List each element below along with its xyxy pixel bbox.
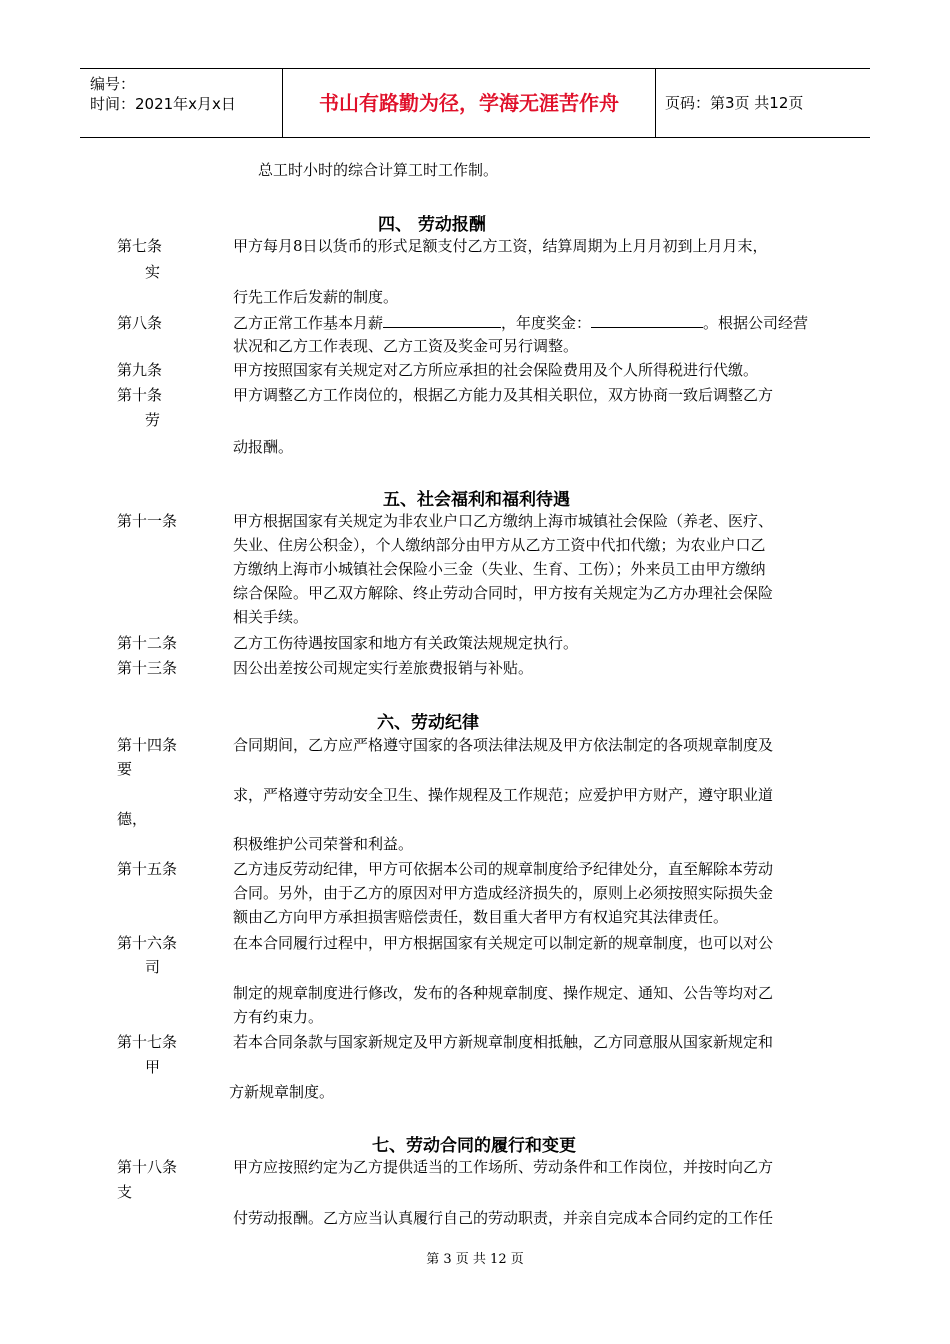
section-heading-5: 五、社会福利和福利待遇 [383, 490, 570, 510]
article-16-line-3: 方有约束力。 [233, 1008, 324, 1026]
article-17-fragment: 甲 [145, 1058, 161, 1076]
article-14-line-1: 合同期间，乙方应严格遵守国家的各项法律法规及甲方依法制定的各项规章制度及 [233, 736, 774, 754]
article-17-line-2: 方新规章制度。 [229, 1083, 335, 1101]
article-15-line-2: 合同。另外，由于乙方的原因对甲方造成经济损失的，原则上必须按照实际损失金 [233, 884, 774, 902]
article-9-line-1: 甲方按照国家有关规定对乙方所应承担的社会保险费用及个人所得税进行代缴。 [233, 361, 759, 379]
article-7-line-2: 行先工作后发薪的制度。 [233, 288, 399, 306]
article-13-label: 第十三条 [117, 659, 178, 677]
article-18-label: 第十八条 [117, 1158, 178, 1176]
article-8-part-2: ，年度奖金： [501, 314, 592, 332]
article-14-line-3: 积极维护公司荣誉和利益。 [233, 835, 414, 853]
article-16-line-2: 制定的规章制度进行修改，发布的各种规章制度、操作规定、通知、公告等均对乙 [233, 984, 774, 1002]
article-10-fragment: 劳 [145, 411, 161, 429]
article-14-fragment-2: 德， [117, 810, 148, 828]
article-12-label: 第十二条 [117, 634, 178, 652]
header-meta-cell [80, 69, 283, 137]
article-11-line-1: 甲方根据国家有关规定为非农业户口乙方缴纳上海市城镇社会保险（养老、医疗、 [233, 512, 774, 530]
document-header [80, 68, 870, 138]
article-18-fragment: 支 [117, 1183, 133, 1201]
article-7-label: 第七条 [117, 237, 163, 255]
article-18-line-1: 甲方应按照约定为乙方提供适当的工作场所、劳动条件和工作岗位，并按时向乙方 [233, 1158, 774, 1176]
header-page-info: 页码：第3页 共12页 [665, 94, 804, 112]
article-8-line-1 [233, 313, 808, 333]
article-9-label: 第九条 [117, 361, 163, 379]
article-16-fragment: 司 [145, 958, 161, 976]
header-motto: 书山有路勤为径，学海无涯苦作舟 [283, 69, 656, 137]
article-12-line-1: 乙方工伤待遇按国家和地方有关政策法规规定执行。 [233, 634, 579, 652]
article-10-line-2: 动报酬。 [233, 438, 294, 456]
header-time: 时间：2021年x月x日 [90, 95, 236, 113]
article-11-label: 第十一条 [117, 512, 178, 530]
article-10-line-1: 甲方调整乙方工作岗位的，根据乙方能力及其相关职位，双方协商一致后调整乙方 [233, 386, 774, 404]
bonus-blank [591, 313, 703, 328]
continued-text: 总工时小时的综合计算工时工作制。 [258, 161, 499, 179]
article-11-line-4: 综合保险。甲乙双方解除、终止劳动合同时，甲方按有关规定为乙方办理社会保险 [233, 584, 774, 602]
article-8-label: 第八条 [117, 314, 163, 332]
article-7-line-1: 甲方每月8日以货币的形式足额支付乙方工资，结算周期为上月月初到上月月末， [233, 237, 768, 255]
article-7-fragment: 实 [145, 263, 161, 281]
page-footer: 第 3 页 共 12 页 [426, 1252, 524, 1267]
article-14-label: 第十四条 [117, 736, 178, 754]
article-11-line-3: 方缴纳上海市小城镇社会保险小三金（失业、生育、工伤）；外来员工由甲方缴纳 [233, 560, 766, 578]
article-14-line-2: 求，严格遵守劳动安全卫生、操作规程及工作规范；应爱护甲方财产，遵守职业道 [233, 786, 774, 804]
header-number: 编号： [90, 75, 136, 93]
article-18-line-2: 付劳动报酬。乙方应当认真履行自己的劳动职责，并亲自完成本合同约定的工作任 [233, 1209, 774, 1227]
article-8-line-2: 状况和乙方工作表现、乙方工资及奖金可另行调整。 [233, 337, 579, 355]
article-10-label: 第十条 [117, 386, 163, 404]
section-heading-6: 六、劳动纪律 [377, 713, 479, 733]
article-8-part-3: 。根据公司经营 [703, 314, 809, 332]
article-8-part-1: 乙方正常工作基本月薪 [233, 314, 384, 332]
article-17-label: 第十七条 [117, 1033, 178, 1051]
salary-blank [383, 313, 501, 328]
article-14-fragment: 要 [117, 760, 133, 778]
article-16-line-1: 在本合同履行过程中，甲方根据国家有关规定可以制定新的规章制度，也可以对公 [233, 934, 774, 952]
article-16-label: 第十六条 [117, 934, 178, 952]
article-15-line-1: 乙方违反劳动纪律，甲方可依据本公司的规章制度给予纪律处分，直至解除本劳动 [233, 860, 774, 878]
article-11-line-2: 失业、住房公积金），个人缴纳部分由甲方从乙方工资中代扣代缴；为农业户口乙 [233, 536, 766, 554]
article-13-line-1: 因公出差按公司规定实行差旅费报销与补贴。 [233, 659, 534, 677]
section-heading-4: 四、 劳动报酬 [378, 215, 486, 235]
article-11-line-5: 相关手续。 [233, 608, 309, 626]
section-heading-7: 七、劳动合同的履行和变更 [372, 1136, 576, 1156]
article-17-line-1: 若本合同条款与国家新规定及甲方新规章制度相抵触，乙方同意服从国家新规定和 [233, 1033, 774, 1051]
article-15-line-3: 额由乙方向甲方承担损害赔偿责任，数目重大者甲方有权追究其法律责任。 [233, 908, 729, 926]
article-15-label: 第十五条 [117, 860, 178, 878]
